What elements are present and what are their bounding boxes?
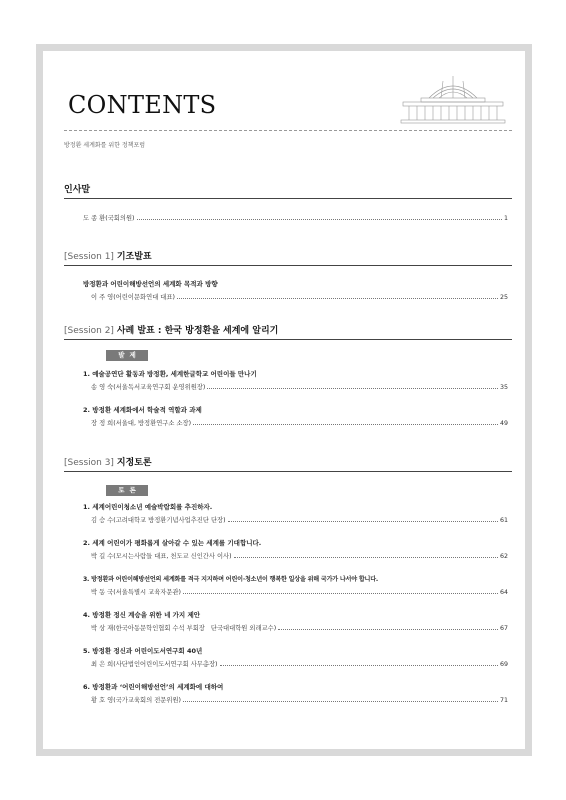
header-divider [64, 130, 512, 131]
forum-subtitle: 방정환 세계화를 위한 정책포럼 [64, 142, 146, 149]
session3-author-2: 박 길 수(모시는사람들 대표, 천도교 신인간사 이사) [91, 553, 232, 560]
session3-page-1: 61 [499, 517, 508, 524]
dot-leader [183, 698, 498, 702]
contents-title: CONTENTS [68, 91, 217, 119]
dot-leader [278, 626, 498, 630]
session3-topic-2: 2. 세계 어린이가 평화롭게 살아갈 수 있는 세계를 기대합니다. [83, 539, 262, 547]
session1-entry[interactable] [83, 279, 508, 301]
greeting-heading-title: 인사말 [64, 185, 91, 195]
session2-label: [Session 2] [64, 326, 114, 336]
dot-leader [228, 518, 498, 522]
greeting-heading [64, 182, 512, 199]
session3-author-5: 최 은 희(사단법인어린이도서연구회 사무총장) [91, 661, 218, 668]
session1-title: 기조발표 [116, 252, 152, 262]
session3-entry-4[interactable] [83, 610, 508, 632]
dot-leader [177, 295, 498, 299]
session2-author-2: 장 정 희(서울대, 방정환연구소 소장) [91, 420, 192, 427]
session2-topic-2: 2. 방정환 세계화에서 학술적 역할과 과제 [83, 406, 202, 414]
greeting-entry[interactable] [83, 213, 508, 222]
session3-label: [Session 3] [64, 458, 114, 468]
session1-author: 이 주 영(어린이문화연대 대표) [91, 294, 175, 301]
session3-topic-5: 5. 방정환 정신과 어린이도서연구회 40년 [83, 647, 203, 655]
session3-topic-3: 3. 방정환과 어린이해방선언의 세계화를 적극 지지하며 어린이·청소년이 행복한 일상을 위해 국가가 나서야 합니다. [83, 576, 379, 583]
presentation-badge: 발제 [106, 350, 148, 361]
dot-leader [193, 421, 498, 425]
session2-title: 사례 발표 : 한국 방정환을 세계에 알리기 [116, 326, 279, 336]
dot-leader [137, 216, 502, 220]
discussion-badge: 토론 [106, 485, 148, 496]
session3-page-4: 67 [499, 625, 508, 632]
session3-author-1: 김 승 수(고려대학교 방정환기념사업추진단 단장) [91, 517, 226, 524]
session1-topic: 방정환과 어린이해방선언의 세계화 목적과 방향 [83, 280, 218, 288]
session2-entry-1[interactable] [83, 369, 508, 391]
dot-leader [207, 385, 498, 389]
session3-author-3: 박 동 국(서울특별시 교육자문관) [91, 589, 181, 596]
session3-topic-4: 4. 방정환 정신 계승을 위한 네 가지 제안 [83, 611, 201, 619]
session3-topic-1: 1. 세계어린이청소년 예술박람회를 추진하자. [83, 503, 213, 511]
session3-page-2: 62 [499, 553, 508, 560]
session1-label: [Session 1] [64, 252, 114, 262]
greeting-author: 도 종 환(국회의원) [83, 215, 135, 222]
session2-entry-2[interactable] [83, 405, 508, 427]
page-border [36, 44, 532, 756]
greeting-page: 1 [503, 215, 508, 222]
session3-entry-3[interactable] [83, 574, 508, 596]
session3-author-4: 박 상 재(한국아동문학인협회 수석 부회장 단국대대학원 외래교수) [91, 625, 277, 632]
document-page [43, 51, 525, 749]
session3-page-6: 71 [499, 697, 508, 704]
session3-author-6: 황 호 영(국가교육회의 전문위원) [91, 697, 181, 704]
session1-heading [64, 249, 512, 266]
session2-page-1: 35 [499, 384, 508, 391]
session3-entry-2[interactable] [83, 538, 508, 560]
dot-leader [234, 554, 498, 558]
session3-heading [64, 455, 512, 472]
session2-heading [64, 323, 512, 340]
session2-topic-1: 1. 예술공연단 활동과 방정환, 세계한글학교 어린이들 만나기 [83, 370, 257, 378]
session3-topic-6: 6. 방정환과 ‘어린이해방선언’의 세계화에 대하여 [83, 683, 224, 691]
dot-leader [220, 662, 498, 666]
national-assembly-building-illustration [399, 72, 507, 124]
session1-page: 25 [499, 294, 508, 301]
session3-title: 지정토론 [116, 458, 152, 468]
session2-page-2: 49 [499, 420, 508, 427]
session3-page-5: 69 [499, 661, 508, 668]
session2-author-1: 송 영 숙(서울독서교육연구회 운영위원장) [91, 384, 206, 391]
session3-page-3: 64 [499, 589, 508, 596]
dot-leader [183, 590, 498, 594]
session3-entry-6[interactable] [83, 682, 508, 704]
session3-entry-1[interactable] [83, 502, 508, 524]
session3-entry-5[interactable] [83, 646, 508, 668]
